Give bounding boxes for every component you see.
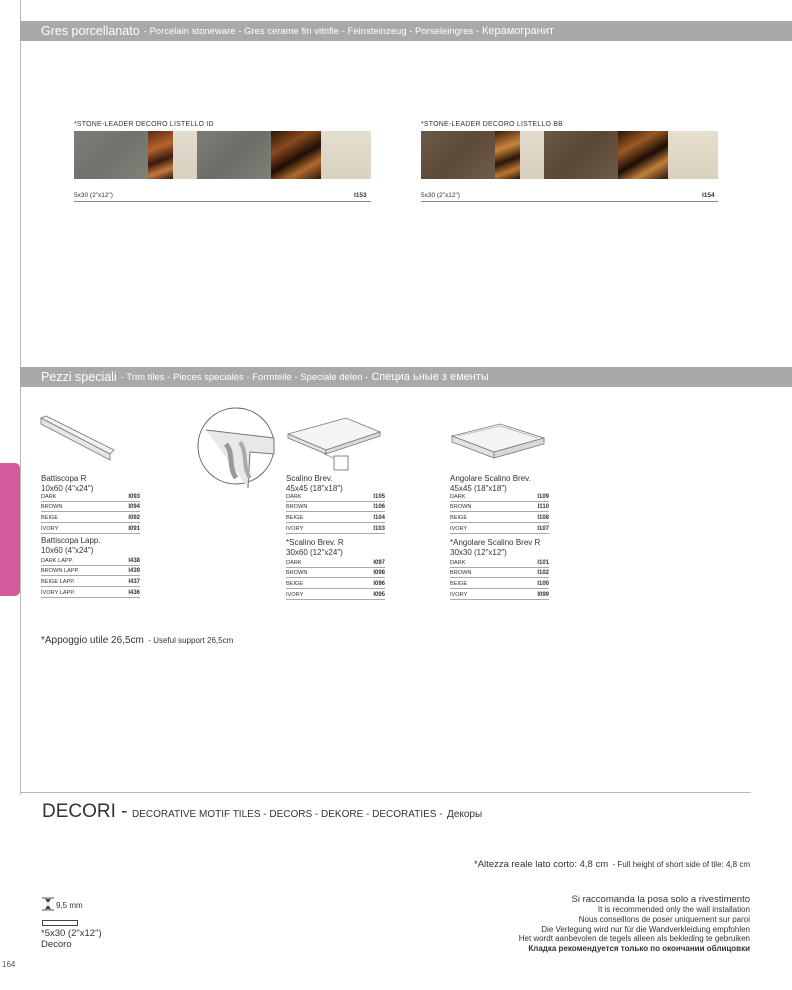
height-note-sub: - Full height of short side of tile: 4,8 cm	[612, 860, 750, 869]
table-row: IVORY I099	[450, 589, 549, 600]
section-title: Pezzi speciali	[41, 370, 117, 384]
variant-table	[286, 557, 385, 600]
product-size: 45x45 (18"x18")	[450, 484, 507, 493]
product-size: 10x60 (4"x24")	[41, 546, 94, 555]
section-header-pezzi-speciali	[20, 367, 792, 387]
decor-size: 5x30 (2"x12")	[74, 192, 113, 199]
variant-table	[286, 491, 385, 534]
product-name: *Scalino Brev. R	[286, 538, 344, 547]
table-row: IVORY I095	[286, 589, 385, 600]
page-number: 164	[2, 960, 16, 969]
table-row: BEIGE I104	[286, 512, 385, 523]
section-subtitle: - Trim tiles - Pieces speciales - Formteile - Speciale delen -	[120, 371, 369, 383]
decori-title: DECORI -	[42, 801, 128, 822]
section-divider	[20, 792, 751, 793]
product-scalino-brev-r	[286, 538, 344, 558]
decori-heading	[42, 801, 482, 823]
table-row: DARK I101	[450, 557, 549, 567]
install-note	[519, 894, 750, 954]
left-rule	[20, 0, 21, 795]
section-tab	[0, 463, 20, 596]
product-size: 45x45 (18"x18")	[286, 484, 343, 493]
height-note-main: *Altezza reale lato corto: 4,8 cm	[474, 859, 609, 870]
legend-size: *5x30 (2"x12")	[41, 928, 102, 939]
angolare-drawing	[448, 422, 548, 466]
decori-subtitle-ru: Декоры	[447, 809, 483, 820]
table-row: IVORY I091	[41, 523, 140, 534]
section-header-gres	[20, 21, 792, 41]
table-row: BEIGE I096	[286, 578, 385, 589]
install-note-line: Si raccomanda la posa solo a rivestimento	[571, 894, 750, 905]
variant-table	[450, 491, 549, 534]
install-note-line: Nous conseillons de poser uniquement sur paroi	[578, 914, 750, 924]
install-note-line: Кладка рекомендуется только по окончании облицовки	[528, 944, 750, 954]
table-row: DARK LAPP. I438	[41, 555, 140, 565]
product-name: Scalino Brev.	[286, 474, 333, 483]
table-row: BROWN LAPP. I439	[41, 565, 140, 576]
table-row: BROWN I102	[450, 567, 549, 578]
thickness-icon	[41, 896, 55, 912]
table-row: BEIGE I092	[41, 512, 140, 523]
divider	[74, 201, 371, 202]
thickness-value: 9,5 mm	[56, 901, 83, 910]
install-note-line: Het wordt aanbevolen de tegels alleen als bekleding te gebruiken	[518, 934, 750, 944]
product-size: 30x60 (12"x24")	[286, 548, 343, 557]
table-row: IVORY I103	[286, 523, 385, 534]
battiscopa-drawing	[38, 414, 118, 462]
product-name: Battiscopa R	[41, 474, 87, 483]
product-name: *Angolare Scalino Brev R	[450, 538, 541, 547]
support-note	[41, 630, 233, 648]
table-row: BEIGE LAPP. I437	[41, 576, 140, 587]
product-size: 30x30 (12"x12")	[450, 548, 507, 557]
install-note-line: Die Verlegung wird nur für die Wandverkleidung empfohlen	[541, 924, 750, 934]
decor-legend	[41, 928, 102, 950]
section-subtitle-ru: Специа ьные з ементы	[371, 371, 489, 383]
table-row: DARK I105	[286, 491, 385, 501]
product-name: Battiscopa Lapp.	[41, 536, 101, 545]
table-row: BROWN I098	[286, 567, 385, 578]
variant-table	[450, 557, 549, 600]
product-name: Angolare Scalino Brev.	[450, 474, 531, 483]
variant-table	[41, 491, 140, 534]
legend-label: Decoro	[41, 939, 72, 950]
section-subtitle-ru: Керамогранит	[481, 25, 554, 37]
decor-image-listello-bb	[421, 131, 718, 179]
table-row: BROWN I094	[41, 501, 140, 512]
section-title: Gres porcellanato	[41, 24, 140, 38]
decor-image-listello-id	[74, 131, 371, 179]
table-row: BROWN I106	[286, 501, 385, 512]
decor-code: I153	[354, 192, 367, 199]
table-row: BEIGE I100	[450, 578, 549, 589]
decor-size: 5x30 (2"x12")	[421, 192, 460, 199]
product-battiscopa-lapp	[41, 536, 101, 556]
decori-subtitle: DECORATIVE MOTIF TILES - DECORS - DEKORE - DECORATIES -	[131, 809, 443, 820]
product-size: 10x60 (4"x24")	[41, 484, 94, 493]
table-row: DARK I097	[286, 557, 385, 567]
table-row: IVORY I107	[450, 523, 549, 534]
product-angolare-scalino-r	[450, 538, 540, 558]
table-row: BEIGE I108	[450, 512, 549, 523]
table-row: DARK I093	[41, 491, 140, 501]
table-row: DARK I109	[450, 491, 549, 501]
decor-code: I154	[702, 192, 715, 199]
decor-title: *STONE-LEADER DECORO LISTELLO BB	[421, 121, 564, 128]
height-note	[474, 854, 750, 872]
support-note-sub: - Useful support 26,5cm	[148, 636, 234, 645]
decor-title: *STONE-LEADER DECORO LISTELLO ID	[74, 121, 214, 128]
table-row: BROWN I110	[450, 501, 549, 512]
support-note-main: *Appoggio utile 26,5cm	[41, 635, 144, 646]
decor-legend-swatch	[42, 920, 78, 926]
table-row: IVORY LAPP. I436	[41, 587, 140, 598]
divider	[421, 201, 718, 202]
variant-table	[41, 555, 140, 598]
section-subtitle: - Porcelain stoneware - Gres cerame fin vitrifie - Feinsteinzeug - Porseleingres -	[143, 25, 479, 37]
install-note-line: It is recommended only the wall installation	[597, 905, 750, 914]
